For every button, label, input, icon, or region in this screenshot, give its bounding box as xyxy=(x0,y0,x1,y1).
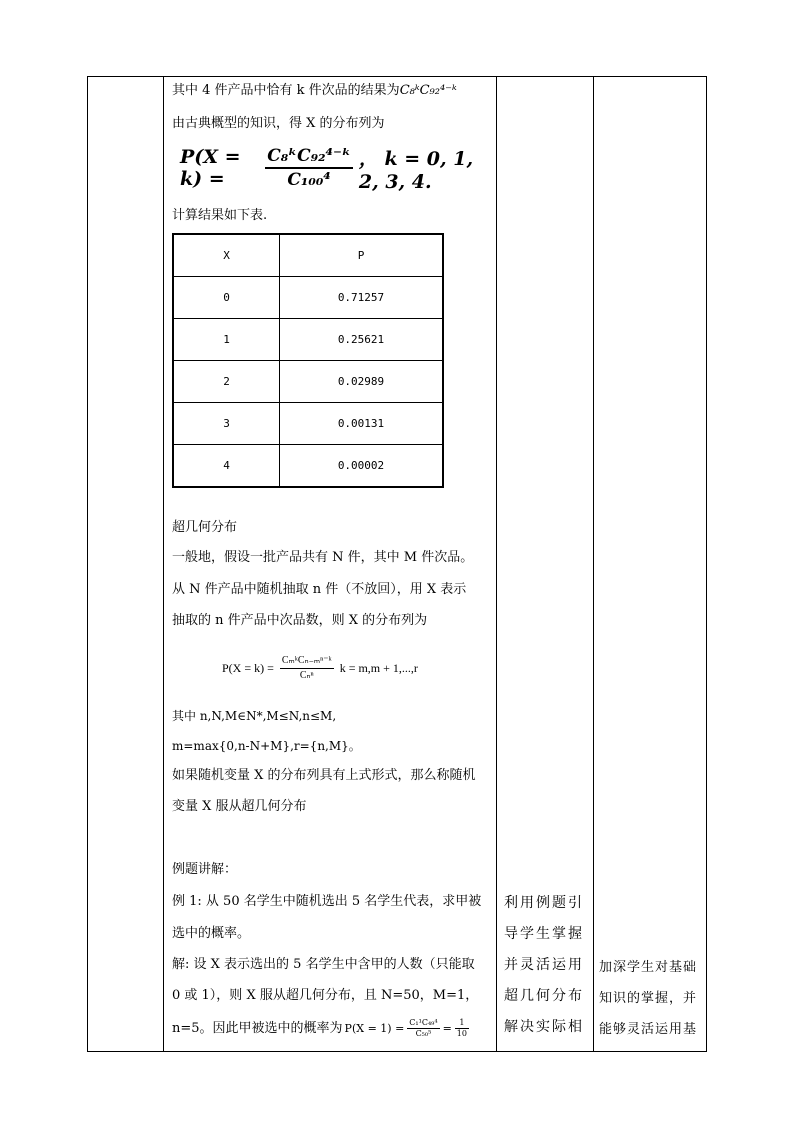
example-formula-lhs: P(X = 1) = xyxy=(344,1021,405,1035)
formula-fraction xyxy=(265,145,353,191)
formula2-rhs: k = m,m + 1,...,r xyxy=(339,660,418,675)
line-1-text: 其中 4 件产品中恰有 k 件次品的结果为 xyxy=(172,83,400,98)
purpose-line: 并灵活运用 xyxy=(504,957,584,973)
paragraph-line: 抽取的 n 件产品中次品数，则 X 的分布列为 xyxy=(172,613,428,628)
line-1 xyxy=(172,83,457,99)
purpose-line: 超几何分布 xyxy=(504,988,584,1004)
table-frame xyxy=(87,76,707,1052)
formula2-fraction xyxy=(280,654,334,683)
paragraph-line: 其中 n,N,M∈N*,M≤N,n≤M, xyxy=(172,709,337,723)
intent-line: 加深学生对基础 xyxy=(599,960,698,975)
cell-x: 4 xyxy=(173,445,280,488)
line-3: 计算结果如下表. xyxy=(172,208,268,223)
intent-line: 知识的掌握，并 xyxy=(599,991,698,1006)
header-x: X xyxy=(173,234,280,277)
distribution-formula xyxy=(180,140,496,196)
bottom-border xyxy=(87,1051,707,1052)
cell-x: 2 xyxy=(173,361,280,403)
cell-x: 1 xyxy=(173,319,280,361)
formula-rhs: ， k = 0, 1, 2, 3, 4. xyxy=(358,147,474,193)
line-2: 由古典概型的知识，得 X 的分布列为 xyxy=(172,116,385,131)
formula-denominator: C₁₀₀⁴ xyxy=(287,169,331,190)
paragraph-line: 从 N 件产品中随机抽取 n 件（不放回），用 X 表示 xyxy=(172,582,467,597)
example-result-numerator: 1 xyxy=(459,1018,465,1027)
cell-p: 0.02989 xyxy=(280,361,444,403)
cell-p: 0.00131 xyxy=(280,403,444,445)
example-line: 解: 设 X 表示选出的 5 名学生中含甲的人数（只能取 xyxy=(172,957,475,972)
table-header-row xyxy=(173,234,443,277)
formula-lhs: P(X = k) = xyxy=(180,146,241,190)
example-line-formula xyxy=(172,1018,472,1039)
purpose-line: 利用例题引 xyxy=(504,895,584,911)
cell-p: 0.00002 xyxy=(280,445,444,488)
column-divider-1 xyxy=(163,76,164,1052)
top-border xyxy=(87,76,707,77)
cell-p: 0.25621 xyxy=(280,319,444,361)
probability-table xyxy=(172,233,444,488)
formula2-lhs: P(X = k) = xyxy=(222,660,274,675)
example-fraction xyxy=(407,1018,439,1039)
header-p: P xyxy=(280,234,444,277)
purpose-line: 解决实际相 xyxy=(504,1019,584,1035)
formula2-denominator: Cₙⁿ xyxy=(299,669,314,681)
line-1-formula: C₈ᵏC₉₂⁴⁻ᵏ xyxy=(399,83,457,98)
cell-x: 0 xyxy=(173,277,280,319)
cell-x: 3 xyxy=(173,403,280,445)
teaching-purpose-column xyxy=(504,888,584,1043)
intent-line: 能够灵活运用基 xyxy=(599,1022,698,1037)
paragraph-line: 变量 X 服从超几何分布 xyxy=(172,799,307,814)
formula2-numerator: CₘᵏCₙ₋ₘⁿ⁻ᵏ xyxy=(281,654,332,666)
example-numerator: C₁¹C₄₉⁴ xyxy=(409,1018,438,1027)
formula-numerator: C₈ᵏC₉₂⁴⁻ᵏ xyxy=(267,146,351,167)
left-border xyxy=(87,76,88,1052)
paragraph-line: 一般地，假设一批产品共有 N 件，其中 M 件次品。 xyxy=(172,550,474,565)
paragraph-line: m=max{0,n-N+M},r={n,M}。 xyxy=(172,739,361,753)
example-text: n=5。因此甲被选中的概率为 xyxy=(172,1020,343,1036)
column-divider-3 xyxy=(593,76,594,1052)
table-row xyxy=(173,277,443,319)
example-result-denominator: 10 xyxy=(456,1029,467,1038)
table-row xyxy=(173,445,443,488)
table-row xyxy=(173,319,443,361)
design-intent-column xyxy=(599,952,697,1045)
right-border xyxy=(706,76,707,1052)
paragraph-line: 如果随机变量 X 的分布列具有上式形式，那么称随机 xyxy=(172,768,476,783)
example-line: 选中的概率。 xyxy=(172,926,251,941)
table-row xyxy=(173,403,443,445)
hypergeometric-formula xyxy=(222,646,418,690)
example-line: 0 或 1），则 X 服从超几何分布，且 N=50，M=1， xyxy=(172,988,479,1003)
heading-example: 例题讲解： xyxy=(172,862,238,877)
example-result-fraction xyxy=(455,1018,469,1039)
example-line: 例 1: 从 50 名学生中随机选出 5 名学生代表，求甲被 xyxy=(172,894,482,909)
table-row xyxy=(173,361,443,403)
heading-hypergeometric: 超几何分布 xyxy=(172,520,238,535)
example-denominator: C₅₀⁵ xyxy=(415,1029,432,1038)
purpose-line: 导学生掌握 xyxy=(504,926,584,942)
cell-p: 0.71257 xyxy=(280,277,444,319)
equals-sign: = xyxy=(442,1021,452,1035)
column-divider-2 xyxy=(496,76,497,1052)
